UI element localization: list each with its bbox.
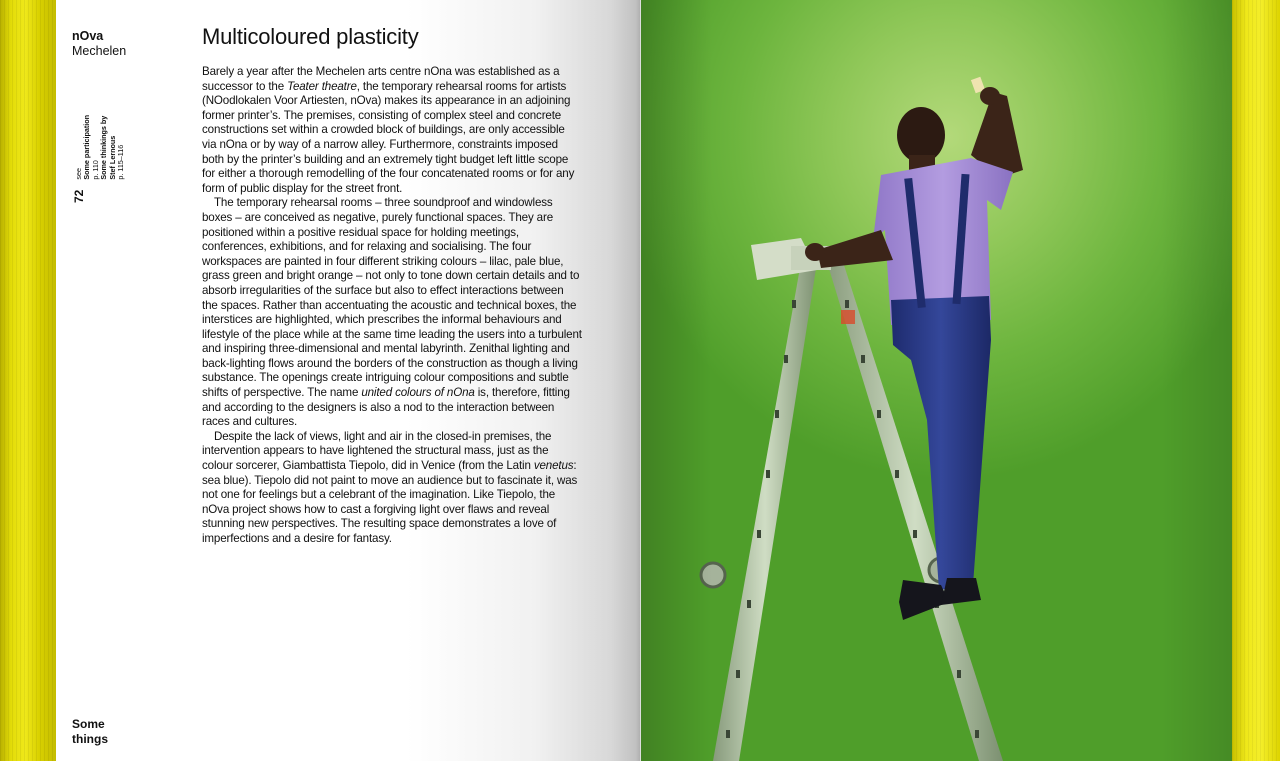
footer-line-1: Some — [72, 717, 105, 731]
cross-reference-2-pages: p. 115–116 — [115, 144, 125, 180]
photo-illustration — [641, 0, 1232, 761]
paragraph-2 — [202, 196, 582, 430]
paragraph-1 — [202, 65, 582, 196]
p1-text-b: , the temporary rehearsal rooms for artists (NOodlokalen Voor Artiesten, nOva) makes its appearance in an adjoining former printer’s. The premises, consisting of complex steel and concrete constructions set within a crowded block of buildings, are only accessible via nOna or by way of a narrow alley. Furthermore, constraints imposed both by the printer’s building and an extremely tight budget left little scope for either a thorough remodelling of the four concatenated rooms or for any form of public display for the street front. — [202, 79, 575, 195]
p2-italic: united colours of nOna — [361, 386, 475, 400]
cross-reference-1-title: Some participation — [82, 114, 92, 180]
paragraph-3 — [202, 430, 582, 547]
p3-text-a: Despite the lack of views, light and air in the closed-in premises, the intervention appears to have lightened the structural mass, just as the colour sorcerer, Giambattista Tiepolo, did in Venice (from the Latin — [202, 429, 552, 473]
book-edge-left — [0, 0, 56, 761]
article-body — [202, 65, 582, 547]
side-margin-notes — [73, 107, 125, 203]
p3-text-b: : sea blue). Tiepolo did not paint to move an audience but to fascinate it, was not one for feelings but a celebrant of the imagination. Like Tiepolo, the nOva project shows how to cast a forgiving light over flaws and reveal stunning new perspectives. The resulting space demonstrates a love of imperfections and a desire for fantasy. — [202, 459, 578, 545]
running-head — [72, 29, 126, 59]
photo-painter-on-ladder — [641, 0, 1232, 761]
article-title: Multicoloured plasticity — [202, 24, 419, 49]
running-head-city: Mechelen — [72, 44, 127, 58]
running-head-project: nOva — [72, 29, 104, 43]
cross-reference-1-page: p. 110 — [90, 160, 100, 180]
see-label: see — [74, 168, 83, 180]
cross-reference-2-title: Some thinkings by — [99, 115, 109, 180]
section-footer-label — [72, 717, 108, 747]
p2-text-a: The temporary rehearsal rooms – three soundproof and windowless boxes – are conceived as negative, purely functional spaces. They are positioned within a positive residual space for holding meetings, conferences, exhibitions, and for relaxing and socialising. The four workspaces are painted in four different striking colours – lilac, pale blue, grass green and bright orange – not only to tone down certain details and to absorb irregularities of the surface but also to effect interactions between the spaces. Rather than accentuating the acoustic and technical boxes, the interstices are highlighted, which prescribes the informal behaviours and lifestyle of the place while at the same time leading the users into a turbulent and inspiring three-dimensional and mental labyrinth. Zenithal lighting and back-lighting flows around the borders of the construction as though a living substance. The openings create intriguing colour compositions and subtle shifts of perspective. The name — [202, 196, 582, 400]
page-number: 72 — [72, 189, 86, 203]
p3-italic: venetus — [533, 459, 574, 473]
p2-text-b: is, therefore, fitting and according to the designers is also a nod to the interaction between races and cultures. — [202, 386, 570, 429]
book-edge-right — [1232, 0, 1280, 761]
footer-line-2: things — [72, 732, 108, 746]
p1-text-a: Barely a year after the Mechelen arts centre nOna was established as a successor to the — [202, 65, 560, 93]
cross-reference-2-author: Stef Lernous — [107, 135, 117, 180]
p1-italic: Teater theatre — [287, 79, 357, 93]
